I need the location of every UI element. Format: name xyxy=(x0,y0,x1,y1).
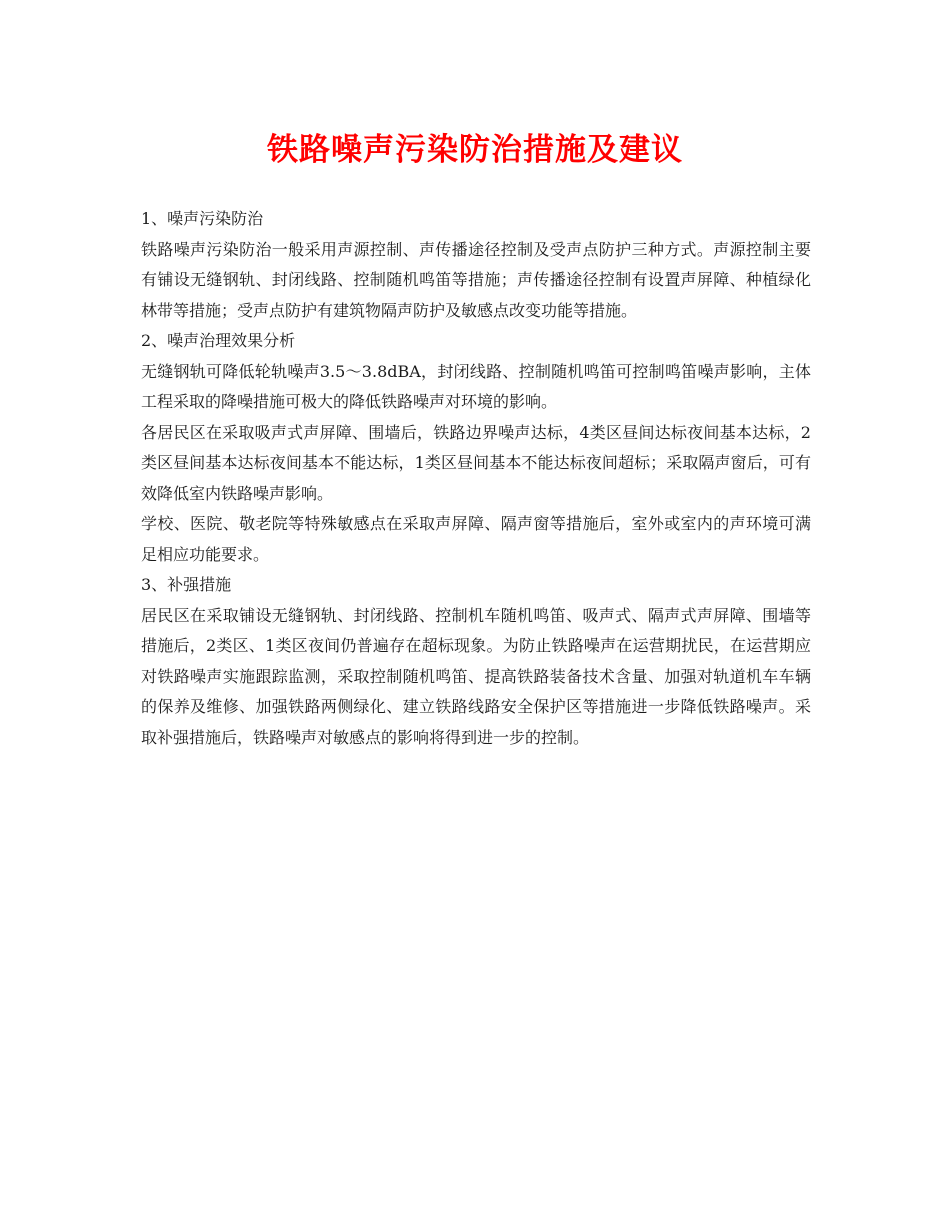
document-title: 铁路噪声污染防治措施及建议 xyxy=(267,132,683,168)
section-1-paragraph-1: 铁路噪声污染防治一般采用声源控制、声传播途径控制及受声点防护三种方式。声源控制主要有铺设无缝钢轨、封闭线路、控制随机鸣笛等措施；声传播途径控制有设置声屏障、种植绿化林带等措施；受声点防护有建筑物隔声防护及敏感点改变功能等措施。 xyxy=(141,239,811,320)
section-heading-3: 3、补强措施 xyxy=(141,575,232,594)
section-2-paragraph-3: 学校、医院、敬老院等特殊敏感点在采取声屏障、隔声窗等措施后，室外或室内的声环境可满足相应功能要求。 xyxy=(141,514,811,564)
section-heading-1: 1、噪声污染防治 xyxy=(141,209,264,228)
document-body xyxy=(141,204,811,753)
section-2-paragraph-2: 各居民区在采取吸声式声屏障、围墙后，铁路边界噪声达标，4类区昼间达标夜间基本达标，2类区昼间基本达标夜间基本不能达标，1类区昼间基本不能达标夜间超标；采取隔声窗后，可有效降低室内铁路噪声影响。 xyxy=(141,422,811,503)
section-2-paragraph-1: 无缝钢轨可降低轮轨噪声3.5～3.8dBA，封闭线路、控制随机鸣笛可控制鸣笛噪声影响，主体工程采取的降噪措施可极大的降低铁路噪声对环境的影响。 xyxy=(141,361,811,411)
section-heading-2: 2、噪声治理效果分析 xyxy=(141,331,296,350)
section-3-paragraph-1: 居民区在采取铺设无缝钢轨、封闭线路、控制机车随机鸣笛、吸声式、隔声式声屏障、围墙等措施后，2类区、1类区夜间仍普遍存在超标现象。为防止铁路噪声在运营期扰民，在运营期应对铁路噪声实施跟踪监测，采取控制随机鸣笛、提高铁路装备技术含量、加强对轨道机车车辆的保养及维修、加强铁路两侧绿化、建立铁路线路安全保护区等措施进一步降低铁路噪声。采取补强措施后，铁路噪声对敏感点的影响将得到进一步的控制。 xyxy=(141,605,811,747)
